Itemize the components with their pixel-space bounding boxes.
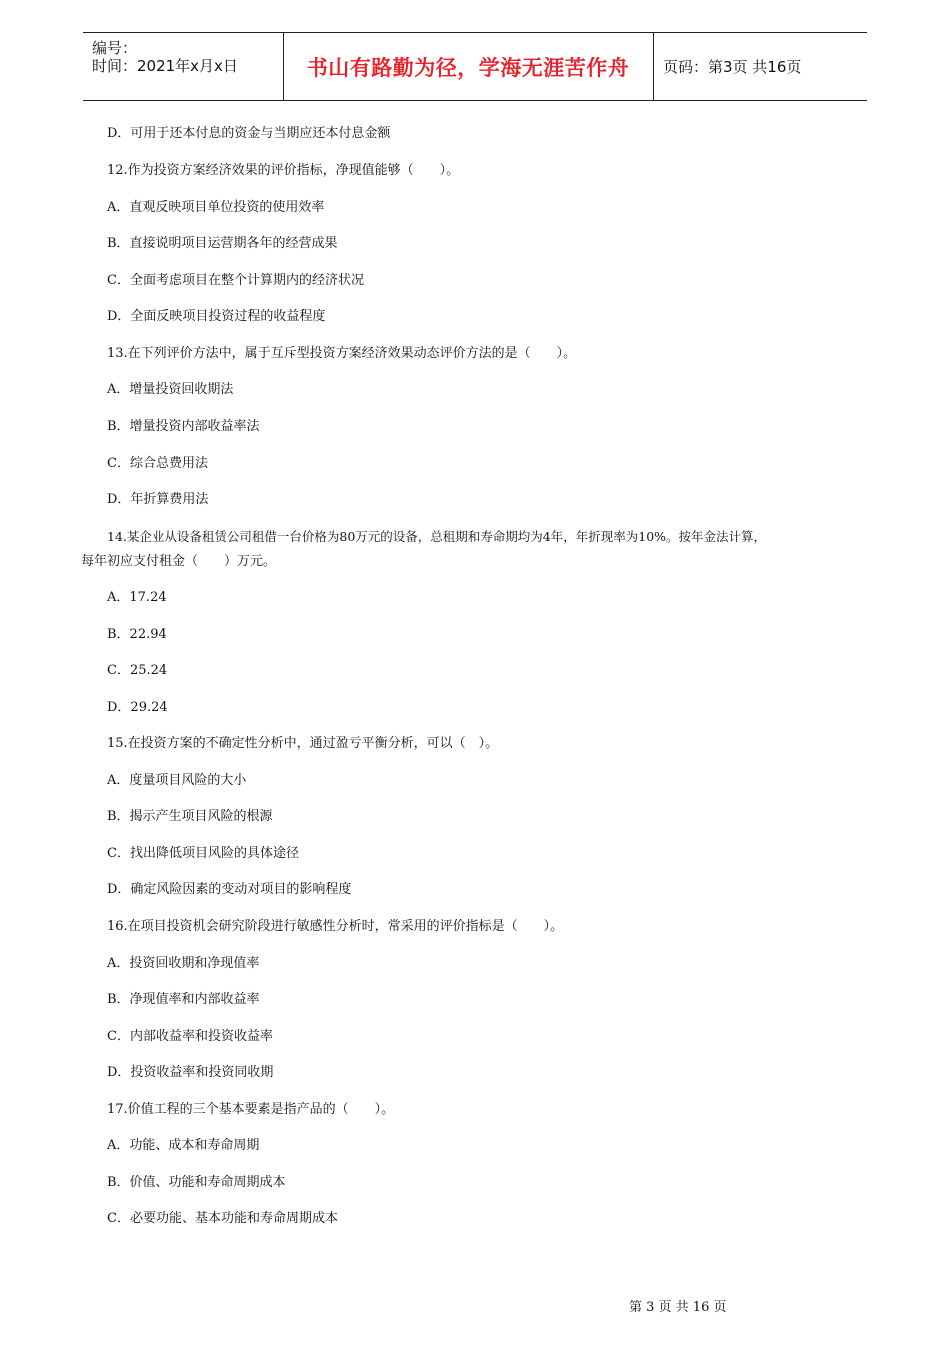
option-line: B．22.94 [107, 627, 167, 642]
page-header [83, 32, 867, 101]
option-line: D．年折算费用法 [107, 492, 209, 507]
serial-label: 编号： [92, 39, 138, 57]
option-line: A．增量投资回收期法 [107, 382, 234, 397]
time-label: 时间：2021年x月x日 [92, 57, 238, 75]
header-right-cell [654, 33, 867, 100]
question-line: 14.某企业从设备租赁公司租借一台价格为80万元的设备，总租期和寿命期均为4年，年折现率为10%。按年金法计算， [107, 529, 767, 544]
option-line: B．净现值率和内部收益率 [107, 992, 260, 1007]
option-line: A．17.24 [107, 590, 167, 605]
option-line: A．功能、成本和寿命周期 [107, 1138, 260, 1153]
option-line: D．全面反映项目投资过程的收益程度 [107, 309, 326, 324]
option-line: B．揭示产生项目风险的根源 [107, 809, 273, 824]
option-line: B．直接说明项目运营期各年的经营成果 [107, 236, 338, 251]
option-line: A．投资回收期和净现值率 [107, 956, 260, 971]
option-line: D．确定风险因素的变动对项目的影响程度 [107, 882, 352, 897]
question-line: 15.在投资方案的不确定性分析中，通过盈亏平衡分析，可以（ ）。 [107, 736, 499, 751]
option-line: D．可用于还本付息的资金与当期应还本付息金额 [107, 126, 391, 141]
option-line: C．找出降低项目风险的具体途径 [107, 846, 299, 861]
question-line: 17.价值工程的三个基本要素是指产品的（ ）。 [107, 1102, 395, 1117]
page-code: 页码：第3页 共16页 [663, 58, 802, 76]
header-left-cell [83, 33, 284, 100]
option-line: B．价值、功能和寿命周期成本 [107, 1175, 286, 1190]
question-continuation: 每年初应支付租金（ ）万元。 [81, 554, 277, 569]
option-line: C．内部收益率和投资收益率 [107, 1029, 273, 1044]
option-line: C．25.24 [107, 663, 168, 678]
option-line: D．29.24 [107, 700, 168, 715]
option-line: D．投资收益率和投资同收期 [107, 1065, 274, 1080]
question-line: 12.作为投资方案经济效果的评价指标，净现值能够（ ）。 [107, 163, 460, 178]
option-line: A．度量项目风险的大小 [107, 773, 247, 788]
option-line: B．增量投资内部收益率法 [107, 419, 260, 434]
page-footer: 第 3 页 共 16 页 [629, 1300, 727, 1315]
option-line: C．综合总费用法 [107, 456, 208, 471]
option-line: A．直观反映项目单位投资的使用效率 [107, 200, 325, 215]
option-line: C．必要功能、基本功能和寿命周期成本 [107, 1211, 338, 1226]
question-line: 13.在下列评价方法中，属于互斥型投资方案经济效果动态评价方法的是（ ）。 [107, 346, 577, 361]
question-line: 16.在项目投资机会研究阶段进行敏感性分析时，常采用的评价指标是（ ）。 [107, 919, 564, 934]
motto-text: 书山有路勤为径，学海无涯苦作舟 [306, 54, 630, 80]
header-middle-cell [283, 33, 654, 100]
option-line: C．全面考虑项目在整个计算期内的经济状况 [107, 273, 364, 288]
